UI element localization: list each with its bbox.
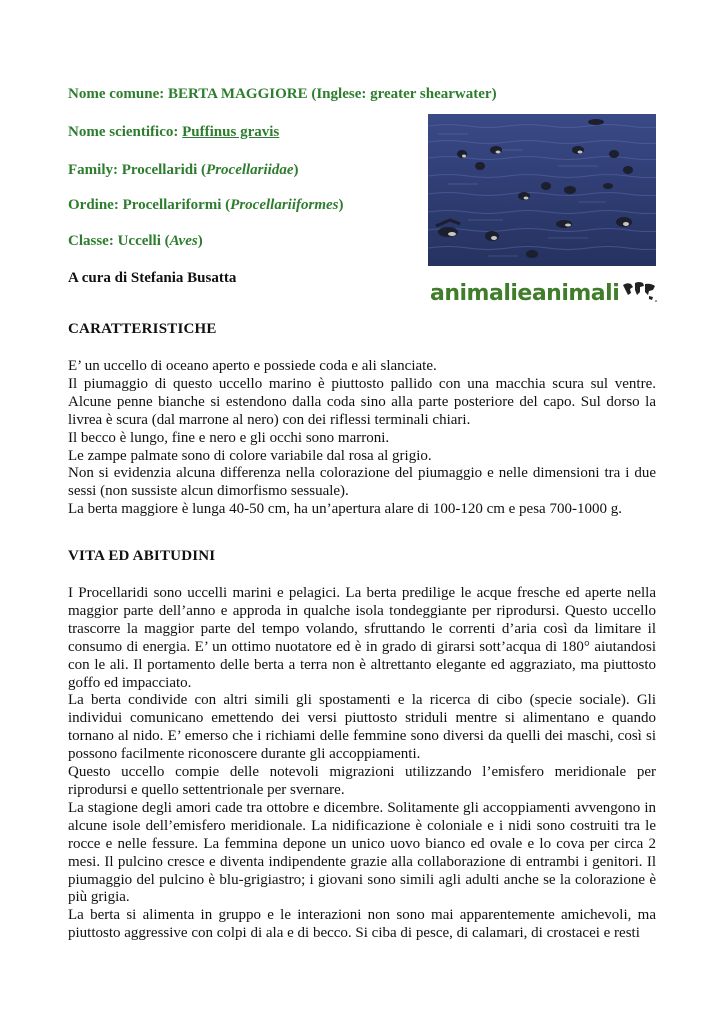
family-close-paren: ) <box>293 162 299 178</box>
logo-text: animalieanimali <box>430 280 620 306</box>
class-label: Classe: Uccelli ( <box>68 233 170 249</box>
order-close-paren: ) <box>338 197 344 213</box>
characteristics-heading: CARATTERISTICHE <box>68 321 217 337</box>
life-habits-heading: VITA ED ABITUDINI <box>68 548 216 564</box>
paragraph: Il becco è lungo, fine e nero e gli occhi sono marroni. <box>68 429 390 446</box>
world-map-icon <box>621 280 657 307</box>
common-name-line <box>68 86 497 103</box>
paragraph: La berta si alimenta in gruppo e le interazioni non sono mai apparentemente amichevoli, ma piuttosto aggressive con colpi di ala e di becco. Si ciba di pesce, di calamari, di crostacei e resti <box>68 907 656 942</box>
author-line: A cura di Stefania Busatta <box>68 270 237 286</box>
paragraph: Il piumaggio di questo uccello marino è piuttosto pallido con una macchia scura sul ventre. Alcune penne bianche si estendono dalla coda sino alla parte posteriore del capo. Sul dorso la livrea è scura (dal marrone al nero) con dei riflessi terminali chiari. <box>68 375 656 428</box>
paragraph: Questo uccello compie delle notevoli migrazioni utilizzando l’emisfero meridionale per riprodursi e quello settentrionale per svernare. <box>68 764 656 798</box>
order-latin: Procellariiformes <box>230 197 339 213</box>
scientific-name-line <box>68 124 279 141</box>
paragraph: La berta condivide con altri simili gli spostamenti e la ricerca di cibo (specie sociale). Gli individui comunicano emettendo dei versi piuttosto striduli mentre si alimentano e quando tornano al nido. E’ emerso che i richiami delle femmine sono diversi da quelli dei maschi, così si possono facilmente riconoscere durante gli accoppiamenti. <box>68 692 656 763</box>
family-latin: Procellariidae <box>206 162 294 178</box>
class-latin: Aves <box>169 233 198 249</box>
order-label: Ordine: Procellariformi ( <box>68 197 231 213</box>
family-label: Family: Procellaridi ( <box>68 162 207 178</box>
class-close-paren: ) <box>197 233 203 249</box>
scientific-label: Nome scientifico: <box>68 124 183 140</box>
life-habits-body <box>68 585 656 943</box>
sea-birds-photo <box>428 114 656 266</box>
paragraph: La berta maggiore è lunga 40-50 cm, ha un’apertura alare di 100-120 cm e pesa 700-1000 g. <box>68 501 622 518</box>
animali-e-animali-logo <box>430 277 658 309</box>
family-line <box>68 162 299 179</box>
paragraph: E’ un uccello di oceano aperto e possiede coda e ali slanciate. <box>68 358 437 374</box>
paragraph: La stagione degli amori cade tra ottobre e dicembre. Solitamente gli accoppiamenti avvengono in alcune isole dell’emisfero meridionale. La nidificazione è coloniale e i nidi sono costruiti tra le rocce e nelle fessure. La femmina depone un unico uovo bianco ed ovale e lo cova per circa 2 mesi. Il pulcino cresce e diventa indipendente grazie alla collaborazione di entrambi i genitori. Il piumaggio del pulcino è blu-grigiastro; i giovani sono simili agli adulti anche se la colorazione è più grigia. <box>68 799 656 906</box>
class-line <box>68 233 203 250</box>
paragraph: I Procellaridi sono uccelli marini e pelagici. La berta predilige le acque fresche ed aperte nella maggior parte dell’anno e approda in qualche isola tondeggiante per riprodursi. Questo uccello trascorre la maggior parte del tempo volando, sfruttando le correnti d’aria così da limitare il consumo di energia. E’ un ottimo nuotatore ed è in grado di girarsi sott’acqua di 180° aiutandosi con le ali. Il portamento delle berta a terra non è altrettanto elegante ed aggraziato, ma piuttosto goffo ed impacciato. <box>68 585 656 691</box>
characteristics-body <box>68 358 656 519</box>
paragraph: Le zampe palmate sono di colore variabile dal rosa al grigio. <box>68 447 432 464</box>
scientific-name-link[interactable]: Puffinus gravis <box>182 124 280 140</box>
order-line <box>68 197 344 214</box>
paragraph: Non si evidenzia alcuna differenza nella colorazione del piumaggio e nelle dimensioni tra i due sessi (non sussiste alcun dimorfismo sessuale). <box>68 465 656 500</box>
common-name: Nome comune: BERTA MAGGIORE (Inglese: greater shearwater) <box>68 86 497 102</box>
